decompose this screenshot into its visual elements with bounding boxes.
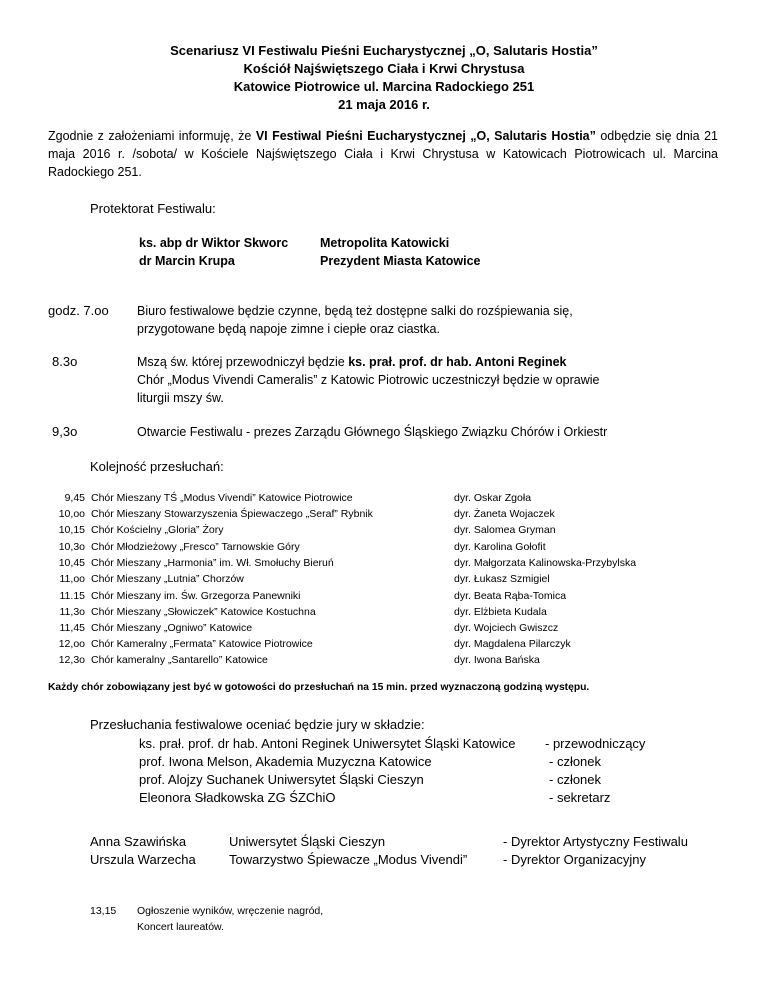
closing-line-2: Koncert laureatów. [137,921,224,933]
jury-member-role: - przewodniczący [545,736,646,751]
audition-choir: Chór Mieszany „Lutnia” Chorzów [91,573,244,585]
audition-conductor: dyr. Elżbieta Kudala [454,606,547,618]
audition-conductor: dyr. Salomea Gryman [454,524,556,536]
audition-conductor: dyr. Wojciech Gwiszcz [454,622,559,634]
schedule-text-2c: liturgii mszy św. [137,391,224,405]
audition-conductor: dyr. Magdalena Pilarczyk [454,638,571,650]
audition-time: 10,oo [58,508,85,520]
director-org: Uniwersytet Śląski Cieszyn [229,834,386,849]
director-org: Towarzystwo Śpiewacze „Modus Vivendi” [229,852,468,867]
schedule-time-2: 8.3o [52,354,78,369]
audition-conductor: dyr. Beata Rąba-Tomica [454,590,567,602]
closing-time: 13,15 [90,905,117,917]
audition-time: 11,3o [59,606,85,618]
audition-time: 10,45 [58,557,85,569]
audition-choir: Chór Mieszany TŚ „Modus Vivendi” Katowice Piotrowice [91,492,353,504]
patron-role-2: Prezydent Miasta Katowice [320,254,481,268]
patron-role-1: Metropolita Katowicki [320,236,450,250]
audition-conductor: dyr. Iwona Bańska [454,654,540,666]
schedule-text-2b: Chór „Modus Vivendi Cameralis” z Katowic Piotrowic uczestniczył będzie w oprawie [137,373,600,387]
audition-choir: Chór Mieszany „Słowiczek” Katowice Kostuchna [91,606,316,618]
intro-post: odbędzie się dnia 21 maja 2016 r. /sobota/ w Kościele Najświętszego Ciała i Krwi Chrystusa w Katowicach Piotrowicach ul. Marcina Radockiego 251. [48,129,718,179]
audition-choir: Chór Kościelny „Gloria” Żory [91,524,224,536]
jury-member-role: - członek [549,772,602,787]
audition-choir: Chór Mieszany „Harmonia” im. Wł. Smołuchy Bieruń [91,557,334,569]
header-title: Scenariusz VI Festiwalu Pieśni Eucharystycznej „O, Salutaris Hostia” [170,43,598,58]
jury-member-name: prof. Alojzy Suchanek Uniwersytet Śląski Cieszyn [139,772,424,787]
audition-choir: Chór Młodzieżowy „Fresco” Tarnowskie Góry [91,541,300,553]
audition-time: 9,45 [64,492,85,504]
audition-time: 12,oo [58,638,85,650]
festival-name: VI Festiwal Pieśni Eucharystycznej „O, Salutaris Hostia” [255,129,596,143]
audition-time: 10,15 [58,524,85,536]
audition-conductor: dyr. Żaneta Wojaczek [454,508,555,520]
audition-choir: Chór Mieszany Stowarzyszenia Śpiewaczego „Seraf” Rybnik [91,508,373,520]
audition-choir: Chór Kameralny „Fermata” Katowice Piotrowice [91,638,313,650]
jury-member-name: Eleonora Sładkowska ZG ŚZChiO [139,790,336,805]
schedule-time-1: godz. 7.oo [48,303,109,318]
patron-name-1: ks. abp dr Wiktor Skworc [139,236,289,250]
audition-time: 11,oo [59,573,85,585]
director-name: Urszula Warzecha [90,852,196,867]
mass-pre: Mszą św. której przewodniczył będzie [137,355,349,369]
mass-celebrant: ks. prał. prof. dr hab. Antoni Reginek [348,355,567,369]
protektorat-label: Protektorat Festiwalu: [90,201,216,216]
intro-pre: Zgodnie z założeniami informuję, że [48,129,256,143]
jury-member-role: - członek [549,754,602,769]
audition-time: 12,3o [58,654,85,666]
schedule-text-3: Otwarcie Festiwalu - prezes Zarządu Głównego Śląskiego Związku Chórów i Orkiestr [137,425,608,439]
readiness-notice: Każdy chór zobowiązany jest być w gotowości do przesłuchań na 15 min. przed wyznaczoną godziną występu. [48,682,590,693]
header-address: Katowice Piotrowice ul. Marcina Radockiego 251 [233,79,535,94]
director-role: - Dyrektor Organizacyjny [503,852,647,867]
audition-time: 10,3o [58,541,85,553]
schedule-text-1b: przygotowane będą napoje zimne i ciepłe oraz ciastka. [137,322,440,336]
schedule-text-1a: Biuro festiwalowe będzie czynne, będą też dostępne salki do rozśpiewania się, [137,304,573,318]
auditions-label: Kolejność przesłuchań: [90,459,224,474]
audition-conductor: dyr. Oskar Zgoła [454,492,532,504]
schedule-text-2a [137,353,567,371]
schedule-time-3: 9,3o [52,424,78,439]
header-church: Kościół Najświętszego Ciała i Krwi Chrystusa [243,61,525,76]
director-role: - Dyrektor Artystyczny Festiwalu [503,834,688,849]
patron-name-2: dr Marcin Krupa [139,254,235,268]
audition-time: 11,45 [59,622,85,634]
audition-choir: Chór Mieszany im. Św. Grzegorza Panewniki [91,590,301,602]
closing-line-1: Ogłoszenie wyników, wręczenie nagród, [137,905,324,917]
intro-paragraph [48,127,718,181]
jury-member-role: - sekretarz [549,790,611,805]
audition-choir: Chór Mieszany „Ogniwo” Katowice [91,622,253,634]
jury-member-name: ks. prał. prof. dr hab. Antoni Reginek Uniwersytet Śląski Katowice [139,736,516,751]
audition-choir: Chór kameralny „Santarello” Katowice [91,654,268,666]
audition-conductor: dyr. Małgorzata Kalinowska-Przybylska [454,557,637,569]
audition-conductor: dyr. Karolina Gołofit [454,541,546,553]
audition-time: 11.15 [59,590,85,602]
jury-member-name: prof. Iwona Melson, Akademia Muzyczna Katowice [139,754,432,769]
audition-conductor: dyr. Łukasz Szmigiel [454,573,550,585]
jury-label: Przesłuchania festiwalowe oceniać będzie jury w składzie: [90,717,425,732]
director-name: Anna Szawińska [90,834,187,849]
header-date: 21 maja 2016 r. [338,97,430,112]
